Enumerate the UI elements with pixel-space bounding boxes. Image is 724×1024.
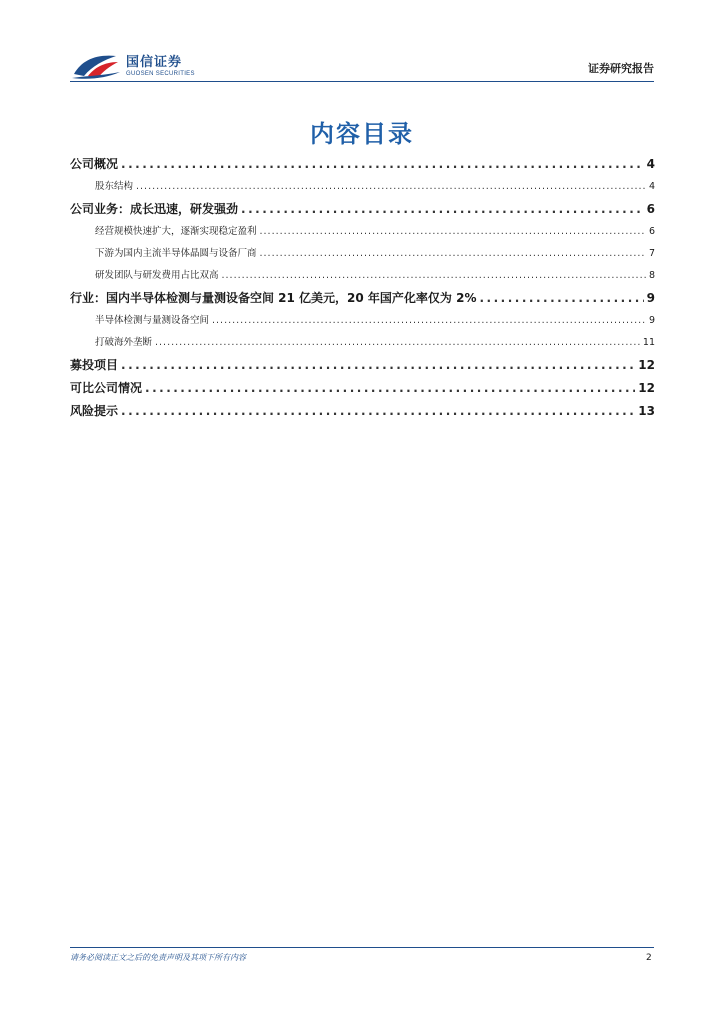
toc-leader-dots bbox=[121, 155, 644, 173]
toc-entry-label: 半导体检测与量测设备空间 bbox=[95, 315, 210, 326]
toc-entry-page: 9 bbox=[646, 291, 655, 305]
footer-disclaimer: 请务必阅读正文之后的免责声明及其项下所有内容 bbox=[70, 953, 246, 962]
toc-entry-label: 下游为国内主流半导体晶圆与设备厂商 bbox=[95, 248, 257, 259]
toc-entry-page: 6 bbox=[648, 226, 655, 237]
toc-leader-dots bbox=[480, 289, 644, 307]
toc-leader-dots bbox=[121, 402, 635, 420]
toc-entry[interactable] bbox=[70, 245, 655, 267]
toc-entry-label: 公司概况 bbox=[70, 157, 119, 171]
header-divider bbox=[70, 81, 654, 82]
logo-chinese-name: 国信证券 bbox=[126, 54, 183, 70]
toc-leader-dots bbox=[222, 267, 646, 285]
page-number: 2 bbox=[646, 953, 652, 963]
toc-entry[interactable] bbox=[70, 223, 655, 245]
toc-entry[interactable] bbox=[70, 267, 655, 289]
toc-entry-page: 7 bbox=[648, 248, 655, 259]
toc-entry[interactable] bbox=[70, 379, 655, 402]
toc-entry-label: 募投项目 bbox=[70, 358, 119, 372]
report-type-label: 证券研究报告 bbox=[588, 62, 654, 75]
toc-entry-page: 8 bbox=[648, 270, 655, 281]
toc-leader-dots bbox=[212, 312, 646, 330]
toc-leader-dots bbox=[121, 356, 635, 374]
toc-entry-page: 13 bbox=[638, 404, 655, 418]
toc-entry[interactable] bbox=[70, 155, 655, 178]
toc-entry[interactable] bbox=[70, 312, 655, 334]
toc-entry-label: 研发团队与研发费用占比双高 bbox=[95, 270, 219, 281]
toc-leader-dots bbox=[260, 223, 646, 241]
toc-entry-page: 6 bbox=[646, 202, 655, 216]
toc-title: 内容目录 bbox=[310, 120, 414, 148]
toc-entry-label: 公司业务：成长迅速，研发强劲 bbox=[70, 202, 239, 216]
toc-entry[interactable] bbox=[70, 289, 655, 312]
footer-divider bbox=[70, 947, 654, 948]
toc-entry-page: 4 bbox=[648, 181, 655, 192]
toc-entry-label: 可比公司情况 bbox=[70, 381, 143, 395]
toc-leader-dots bbox=[136, 178, 646, 196]
toc-entry-label: 打破海外垄断 bbox=[95, 337, 153, 348]
logo-english-name: GUOSEN SECURITIES bbox=[126, 70, 195, 77]
toc-leader-dots bbox=[260, 245, 646, 263]
toc-entry[interactable] bbox=[70, 356, 655, 379]
toc-entry[interactable] bbox=[70, 178, 655, 200]
table-of-contents bbox=[70, 155, 655, 425]
toc-entry-label: 行业：国内半导体检测与量测设备空间 21 亿美元，20 年国产化率仅为 2% bbox=[70, 291, 477, 305]
page-header bbox=[70, 50, 654, 82]
toc-entry-page: 12 bbox=[638, 381, 655, 395]
toc-entry[interactable] bbox=[70, 402, 655, 425]
toc-leader-dots bbox=[241, 200, 644, 218]
toc-leader-dots bbox=[155, 334, 640, 352]
toc-entry-label: 经营规模快速扩大，逐渐实现稳定盈利 bbox=[95, 226, 257, 237]
toc-entry-page: 4 bbox=[646, 157, 655, 171]
toc-entry[interactable] bbox=[70, 334, 655, 356]
toc-leader-dots bbox=[145, 379, 635, 397]
toc-entry-page: 9 bbox=[648, 315, 655, 326]
toc-entry[interactable] bbox=[70, 200, 655, 223]
toc-entry-page: 12 bbox=[638, 358, 655, 372]
toc-entry-label: 风险提示 bbox=[70, 404, 119, 418]
toc-entry-page: 11 bbox=[642, 337, 655, 348]
guosen-logo-icon bbox=[70, 50, 122, 82]
guosen-logo bbox=[70, 50, 240, 82]
toc-entry-label: 股东结构 bbox=[95, 181, 134, 192]
